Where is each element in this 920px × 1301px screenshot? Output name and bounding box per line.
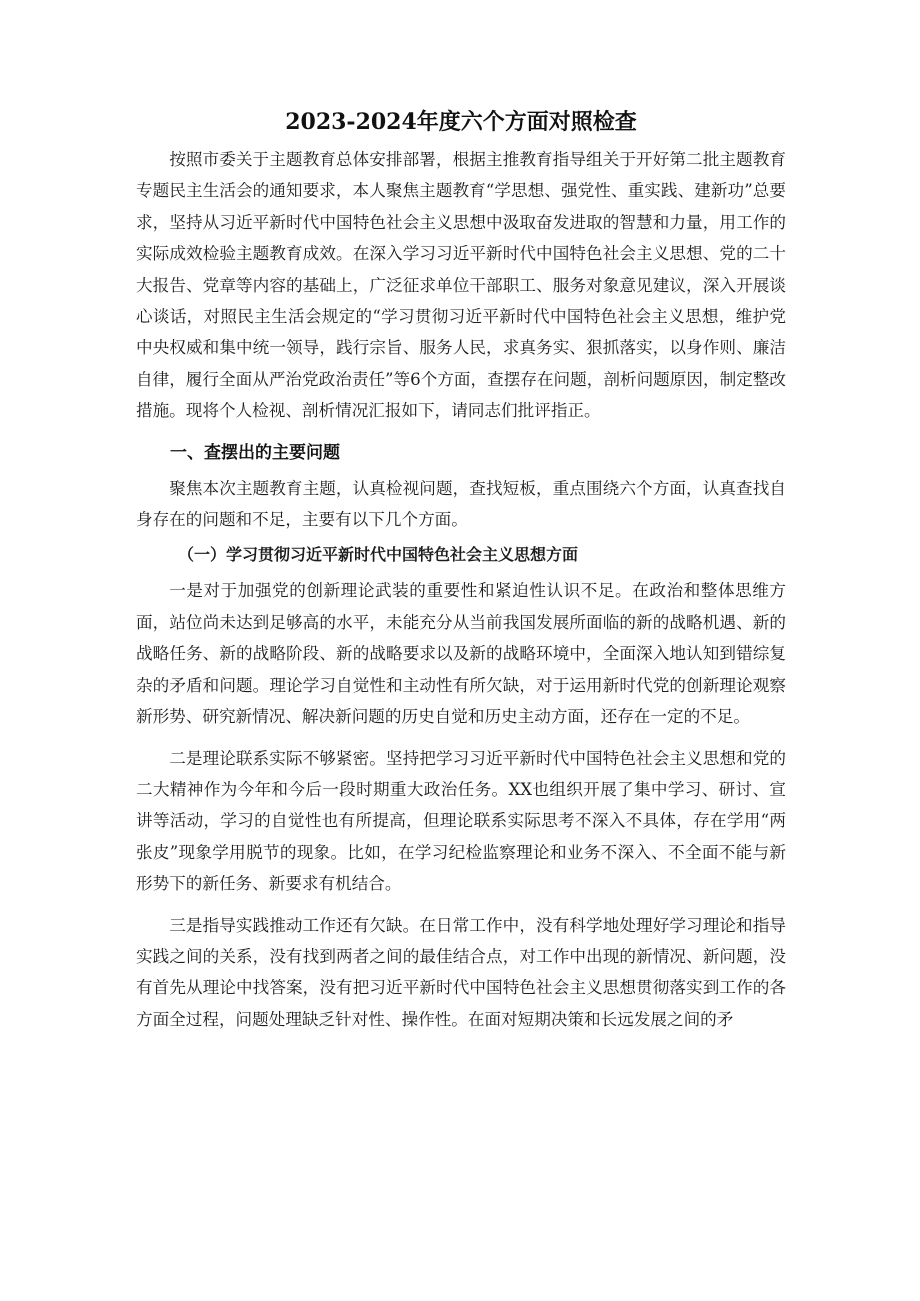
body-paragraph-2: 二是理论联系实际不够紧密。坚持把学习习近平新时代中国特色社会主义思想和党的二大精神作为今年和今后一段时期重大政治任务。XX也组织开展了集中学习、研讨、宣讲等活动，学习的自觉性也有所提高，但理论联系实际思考不深入不具体，存在学用“两张皮”现象学用脱节的现象。比如，在学习纪检监察理论和业务不深入、不全面不能与新形势下的新任务、新要求有机结合。 — [136, 748, 786, 894]
body-paragraph-1: 一是对于加强党的创新理论武装的重要性和紧迫性认识不足。在政治和整体思维方面，站位尚未达到足够高的水平，未能充分从当前我国发展所面临的新的战略机遇、新的战略任务、新的战略阶段、新的战略要求以及新的战略环境中，全面深入地认知到错综复杂的矛盾和问题。理论学习自觉性和主动性有所欠缺，对于运用新时代党的创新理论观察新形势、研究新情况、解决新问题的历史自觉和历史主动方面，还存在一定的不足。 — [136, 581, 786, 727]
document-title: 2023-2024年度六个方面对照检查 — [285, 109, 637, 135]
body-paragraph-3: 三是指导实践推动工作还有欠缺。在日常工作中，没有科学地处理好学习理论和指导实践之间的关系，没有找到两者之间的最佳结合点，对工作中出现的新情况、新问题，没有首先从理论中找答案，没有把习近平新时代中国特色社会主义思想贯彻落实到工作的各方面全过程，问题处理缺乏针对性、操作性。在面对短期决策和长远发展之间的矛 — [136, 915, 786, 1029]
subsection-heading: （一）学习贯彻习近平新时代中国特色社会主义思想方面 — [178, 545, 579, 565]
section-heading: 一、查摆出的主要问题 — [170, 442, 340, 463]
document-body — [136, 100, 786, 1035]
intro-paragraph: 按照市委关于主题教育总体安排部署，根据主推教育指导组关于开好第二批主题教育专题民主生活会的通知要求，本人聚焦主题教育“学思想、强党性、重实践、建新功”总要求，坚持从习近平新时代中国特色社会主义思想中汲取奋发进取的智慧和力量，用工作的实际成效检验主题教育成效。在深入学习习近平新时代中国特色社会主义思想、党的二十大报告、党章等内容的基础上，广泛征求单位干部职工、服务对象意见建议，深入开展谈心谈话，对照民主生活会规定的“学习贯彻习近平新时代中国特色社会主义思想，维护党中央权威和集中统一领导，践行宗旨、服务人民，求真务实、狠抓落实，以身作则、廉洁自律，履行全面从严治党政治责任”等6个方面，查摆存在问题，剖析问题原因，制定整改措施。现将个人检视、剖析情况汇报如下，请同志们批评指正。 — [136, 150, 786, 421]
section-lead-paragraph: 聚焦本次主题教育主题，认真检视问题，查找短板，重点围绕六个方面，认真查找自身存在的问题和不足，主要有以下几个方面。 — [136, 478, 786, 530]
